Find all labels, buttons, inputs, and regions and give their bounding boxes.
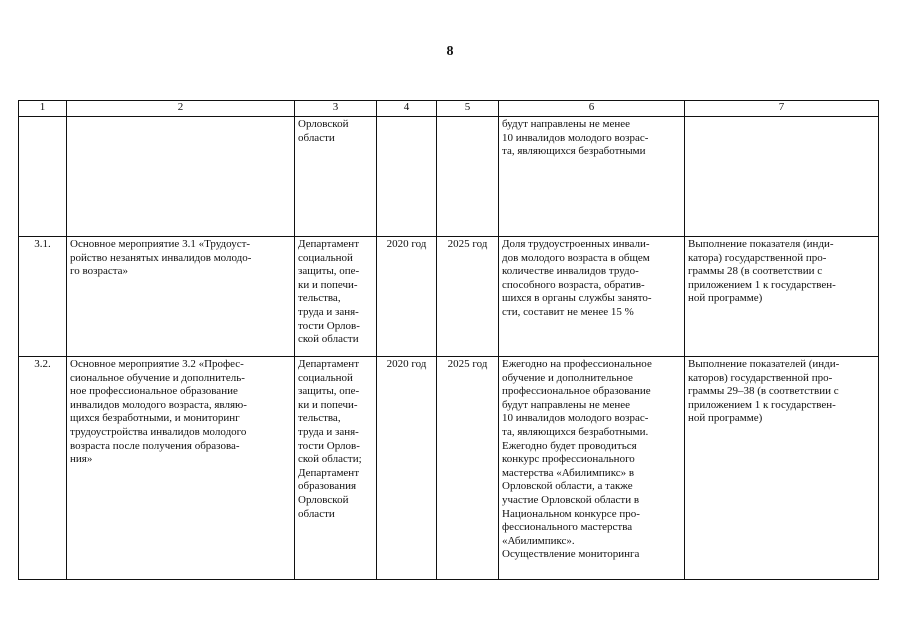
link-cell — [685, 117, 879, 237]
column-header: 2 — [67, 101, 295, 117]
column-header: 4 — [377, 101, 437, 117]
result-cell: Ежегодно на профессиональное обучение и дополнительное профессиональное образование будут направлены не менее 10 инвалидов молодого возрас- та, являющихся безработными. Ежегодно будет проводиться конкурс профессионального мастерства «Абилимпикс» в Орловской области, а также участие Орловской области в Национальном конкурсе про- фессионального мастерства «Абилимпикс». Осуществление мониторинга — [499, 357, 685, 580]
column-header: 1 — [19, 101, 67, 117]
end-year-cell: 2025 год — [437, 357, 499, 580]
start-year-cell: 2020 год — [377, 357, 437, 580]
table-row — [19, 237, 879, 357]
result-cell: будут направлены не менее 10 инвалидов молодого возрас- та, являющихся безработными — [499, 117, 685, 237]
start-year-cell: 2020 год — [377, 237, 437, 357]
row-number-cell: 3.2. — [19, 357, 67, 580]
executor-cell: Департамент социальной защиты, опе- ки и попечи- тельства, труда и заня- тости Орлов- ской области; Департамент образования Орловской области — [295, 357, 377, 580]
event-cell — [67, 117, 295, 237]
executor-cell: Департамент социальной защиты, опе- ки и попечи- тельства, труда и заня- тости Орлов- ской области — [295, 237, 377, 357]
column-header: 6 — [499, 101, 685, 117]
page-number: 8 — [446, 44, 454, 59]
row-number-cell: 3.1. — [19, 237, 67, 357]
table-header-row — [19, 101, 879, 117]
event-cell: Основное мероприятие 3.2 «Профес- сиональное обучение и дополнитель- ное профессиональное образование инвалидов молодого возраста, являю- щихся безработными, и мониторинг трудоустройства инвалидов молодого возраста после получения образова- ния» — [67, 357, 295, 580]
program-table — [18, 100, 879, 580]
link-cell: Выполнение показателей (инди- каторов) государственной про- граммы 29–38 (в соответствии с приложением 1 к государствен- ной программе) — [685, 357, 879, 580]
table-row — [19, 117, 879, 237]
result-cell: Доля трудоустроенных инвали- дов молодого возраста в общем количестве инвалидов трудо- способного возраста, обратив- шихся в органы службы занято- сти, составит не менее 15 % — [499, 237, 685, 357]
column-header: 3 — [295, 101, 377, 117]
table-row — [19, 357, 879, 580]
start-year-cell — [377, 117, 437, 237]
link-cell: Выполнение показателя (инди- катора) государственной про- граммы 28 (в соответствии с приложением 1 к государствен- ной программе) — [685, 237, 879, 357]
end-year-cell: 2025 год — [437, 237, 499, 357]
executor-cell: Орловской области — [295, 117, 377, 237]
end-year-cell — [437, 117, 499, 237]
column-header: 7 — [685, 101, 879, 117]
event-cell: Основное мероприятие 3.1 «Трудоуст- ройство незанятых инвалидов молодо- го возраста» — [67, 237, 295, 357]
row-number-cell — [19, 117, 67, 237]
column-header: 5 — [437, 101, 499, 117]
